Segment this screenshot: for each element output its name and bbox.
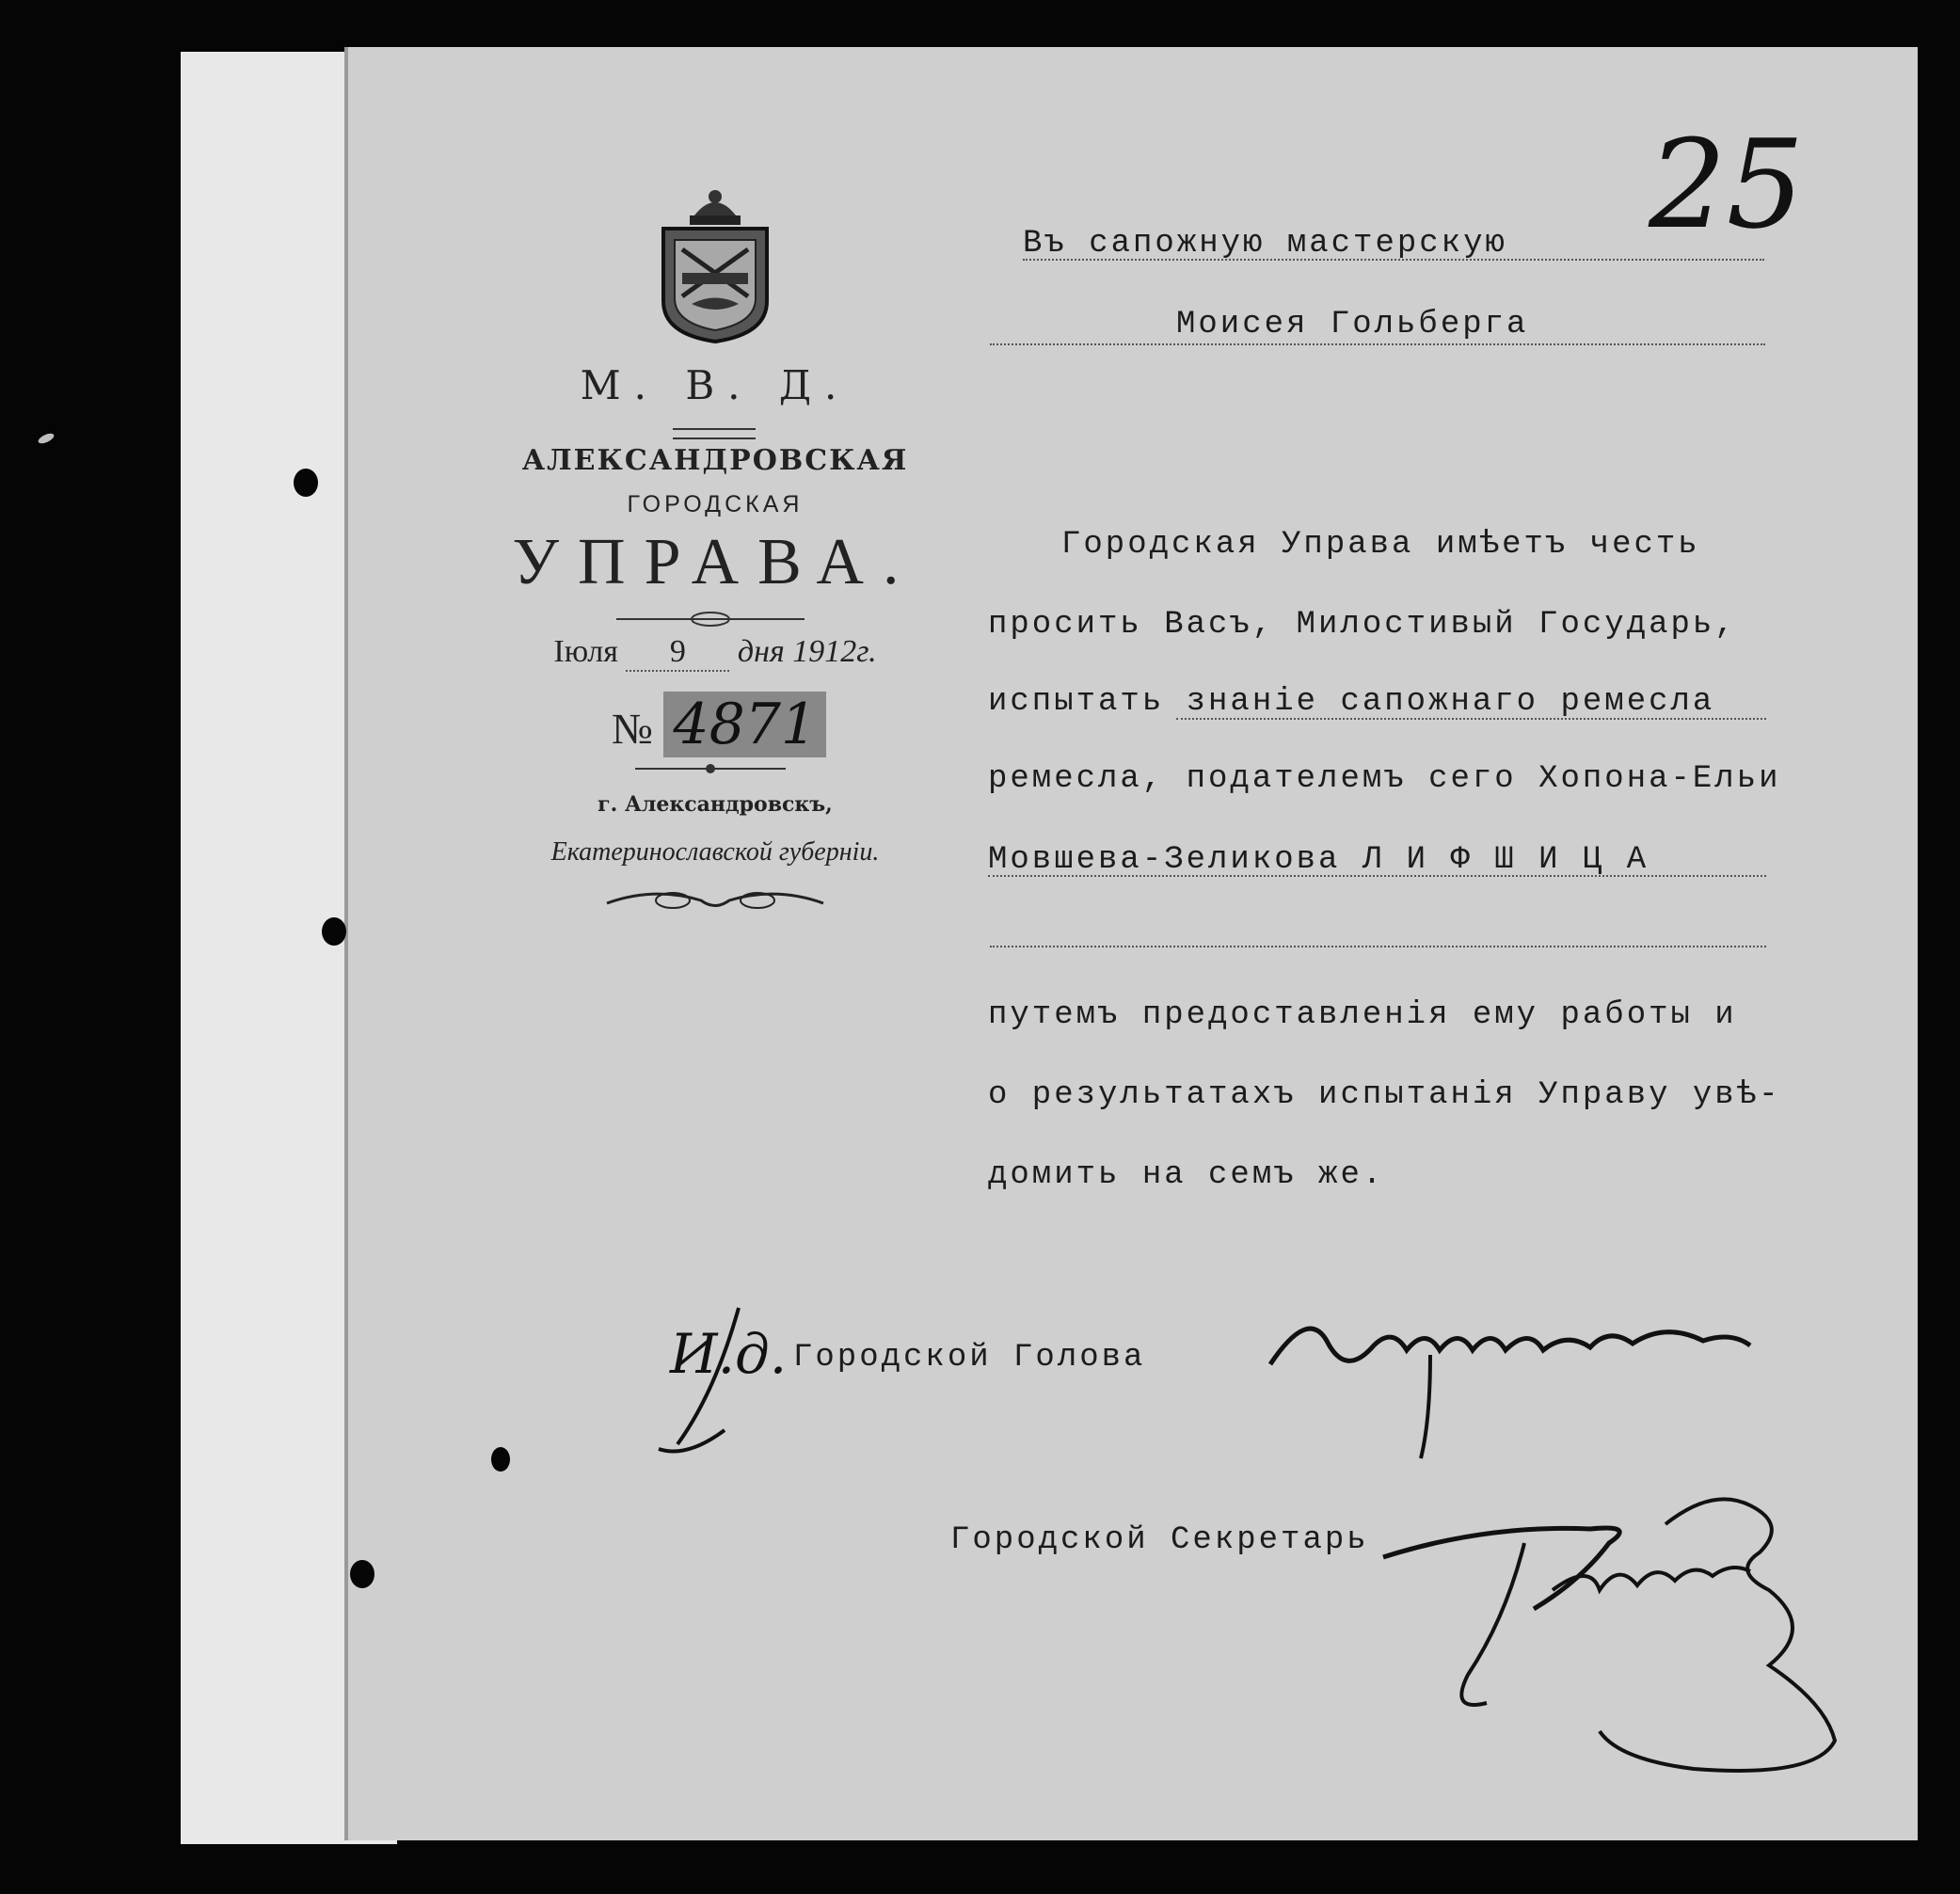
addressee-line-2: Моисея Гольберга — [1176, 307, 1529, 342]
punch-hole — [350, 1560, 374, 1588]
page-number: 25 — [1649, 113, 1805, 256]
province-name: Екатеринославской губерніи. — [550, 837, 880, 867]
mayor-title: Городской Голова — [793, 1340, 1146, 1376]
secretary-signature — [1374, 1487, 1863, 1797]
number-sign: № — [612, 705, 653, 753]
town-name: г. Александровскъ, — [598, 792, 833, 817]
date-word: дня — [737, 634, 785, 669]
mayor-signature — [649, 1289, 1807, 1477]
body-line-6: путемъ предоставленія ему работы и — [988, 997, 1737, 1033]
number-value: 4871 — [663, 692, 826, 757]
city-board-name: АЛЕКСАНДРОВСКАЯ — [521, 444, 909, 477]
body-line-5: Мовшева-Зеликова Л И Ф Ш И Ц А — [988, 842, 1649, 878]
ornament-divider — [635, 760, 786, 777]
addressee-line-1: Въ сапожную мастерскую — [1023, 226, 1507, 262]
issue-date — [470, 634, 960, 672]
document-number — [612, 692, 826, 757]
date-suffix: г. — [856, 634, 877, 669]
dotted-line — [990, 946, 1766, 947]
body-line-7: о результатахъ испытанія Управу увѣ- — [988, 1077, 1781, 1113]
date-year: 1912 — [792, 634, 857, 669]
acting-prefix: И.д. — [670, 1322, 788, 1386]
body-line-1: Городская Управа имѣетъ честь — [1061, 527, 1700, 563]
ministry-label: М. В. Д. — [580, 362, 851, 408]
date-month: Iюля — [553, 634, 618, 669]
dotted-line — [988, 875, 1766, 877]
punch-hole — [294, 469, 318, 497]
body-line-8: домить на семъ же. — [988, 1157, 1385, 1193]
dotted-line — [1176, 718, 1766, 720]
secretary-title: Городской Секретарь — [950, 1522, 1369, 1558]
city-board-type: ГОРОДСКАЯ — [627, 491, 804, 517]
body-line-4: ремесла, подателемъ сего Хопона-Ельи — [988, 761, 1781, 797]
dotted-line — [1023, 259, 1764, 261]
divider — [673, 428, 756, 439]
date-day: 9 — [626, 634, 729, 672]
coat-of-arms-icon — [654, 183, 776, 343]
ornament-divider — [598, 884, 833, 916]
body-line-3: испытать знаніе сапожнаго ремесла — [988, 684, 1715, 720]
punch-hole — [322, 917, 346, 946]
dotted-line — [990, 343, 1765, 345]
ornament-divider — [616, 608, 805, 630]
body-line-2: просить Васъ, Милостивый Государь, — [988, 607, 1737, 643]
board-title: УПРАВА. — [512, 526, 918, 598]
punch-hole — [491, 1447, 510, 1472]
page-edge — [344, 47, 348, 1840]
edge-mark — [37, 432, 56, 446]
